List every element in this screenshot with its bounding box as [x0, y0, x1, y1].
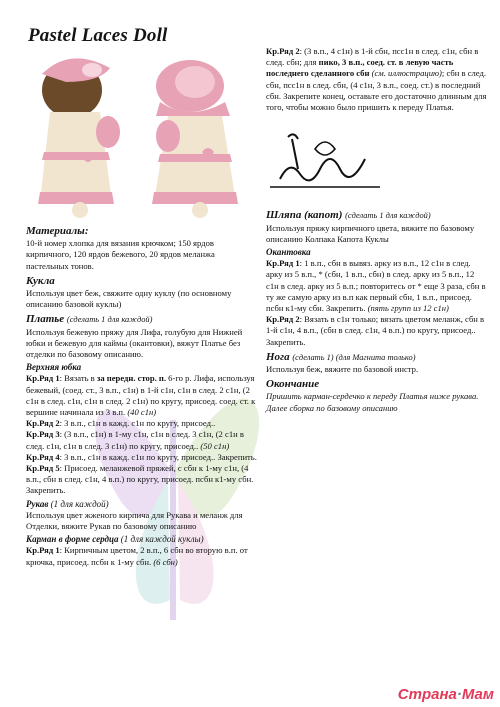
edging-heading: Окантовка [266, 247, 311, 258]
pocket-row-2: Кр.Ряд 2: (3 в.п., 4 с1н) в 1-й сбн, псс1н в след. с1н, сбн в след. сбн; для пико, 3 в.п., соед. ст. в левую часть последнего сделанного сбн (см. иллюстрацию); сбн в след. сбн, псс1н в след. сбн, (4 с1н, 3 в.п., соед. ст.) в последний сбн. Закрепите конец, оставьте его достаточно длинным для того, чтобы можно было пришить к переду Платья. [266, 46, 487, 113]
doll-photos [30, 52, 256, 220]
site-logo[interactable]: Страна·Мам [397, 686, 494, 703]
skirt-row-1: Кр.Ряд 1: Вязать в за передн. стор. п. 6-го р. Лифа, используя бежевый, (соед. ст., 3 в.п., с1н) в 1-й с1н, с1н в след. 2 с1н, (2 с1н в след. с1н, с1н в след. 2 с1н) по кругу, присоед. соед. ст. к вершине начинала из 3 в.п. (40 с1н) [26, 373, 256, 418]
upper-skirt-heading: Верхняя юбка [26, 362, 82, 373]
skirt-row-2: Кр.Ряд 2: 3 в.п., с1н в кажд. с1н по кругу, присоед.. [26, 418, 216, 429]
hat-text: Используя пряжу кирпичного цвета, вяжите по базовому описанию Колпака Капота Куклы [266, 222, 475, 244]
doll-side-image [152, 60, 238, 218]
pocket-heading: Карман в форме сердца (1 для каждой куклы) [26, 534, 204, 545]
sleeve-text: Используя цвет жженого кирпича для Рукава и меланж для Отделки, вяжите Рукав по базовому описанию [26, 509, 243, 532]
pocket-row-1: Кр.Ряд 1: Кирпичным цветом, 2 в.п., 6 сбн во вторую в.п. от крючка, присоед. псбн к 1-му сбн. (6 сбн) [26, 545, 248, 567]
hat-heading: Шляпа (капот) (сделать 1 для каждой) [266, 209, 431, 222]
materials-heading: Материалы: [26, 225, 89, 237]
skirt-row-3: Кр.Ряд 3: (3 в.п., с1н) в 1-му с1н, с1н в след. 3 с1н, (2 с1н в след. с1н, с1н в след. 3 с1н) по кругу, присоед.. (50 с1н) [26, 429, 244, 451]
leg-heading: Нога (сделать 1) (для Магнита только) [266, 350, 416, 363]
sleeve-heading: Рукав (1 для каждой) [26, 498, 109, 509]
dress-text: Используя бежевую пряжу для Лифа, голубую для Нижней юбки и бежевую для каймы (окантовки), вяжут Платье без отделки по базовому описанию. [26, 326, 243, 360]
doll-text: Используя цвет беж, свяжите одну куклу (по основному описанию базовой куклы) [26, 288, 232, 310]
leg-text: Используя беж, вяжите по базовой инстр. [266, 364, 419, 375]
doll-heading: Кукла [26, 274, 55, 287]
finishing-text: Пришить карман-сердечко к переду Платья ниже рукава. Далее сборка по базовому описанию [266, 391, 479, 413]
skirt-row-4: Кр.Ряд 4: 3 в.п., с1н в кажд. с1н по кругу, присоед.. Закрепить. [26, 451, 257, 462]
left-column [26, 222, 258, 568]
doll-front-image [38, 58, 120, 218]
page-title: Pastel Laces Doll [28, 25, 168, 46]
picot-illustration-icon [270, 119, 380, 197]
skirt-row-5: Кр.Ряд 5: Присоед. меланжевой пряжей, с сбн к 1-му с1н, (4 в.п., сбн в след. с1н, 4 в.п.) по кругу, присоед. псбн к1-му сбн. Закрепить. [26, 463, 254, 496]
edging-row-2: Кр.Ряд 2: Вязать в с1н только; вязать цветом меланж, сбн в 1-й с1н, 4 в.п., (сбн в след. с1н, 4 в.п.) по кругу, присоед.. Закрепить. [266, 314, 485, 347]
edging-row-1: Кр.Ряд 1: 1 в.п., сбн в вывяз. арку из в.п., 12 с1н в след. арку из 5 в.п., * (сбн, 1 в.п., сбн) в след. арку из 5 в.п., 12 с1н в след. арку из 5 в.п.; повторитесь от * еще 3 раза, сбн в ту же самую арку из в.п как первый сбн, 1 в.п., присоед. псбн к1-му сбн. Закрепить. (пять групп из 12 с1н) [266, 258, 486, 314]
right-column [266, 46, 488, 414]
dress-heading: Платье (сделать 1 для каждой) [26, 313, 153, 326]
materials-text: 10-й номер хлопка для вязания крючком; 150 ярдов кирпичного, 120 ярдов бежевого, 20 ярдов меланжа пастельных тонов. [26, 238, 215, 271]
finishing-heading: Окончание [266, 378, 320, 391]
